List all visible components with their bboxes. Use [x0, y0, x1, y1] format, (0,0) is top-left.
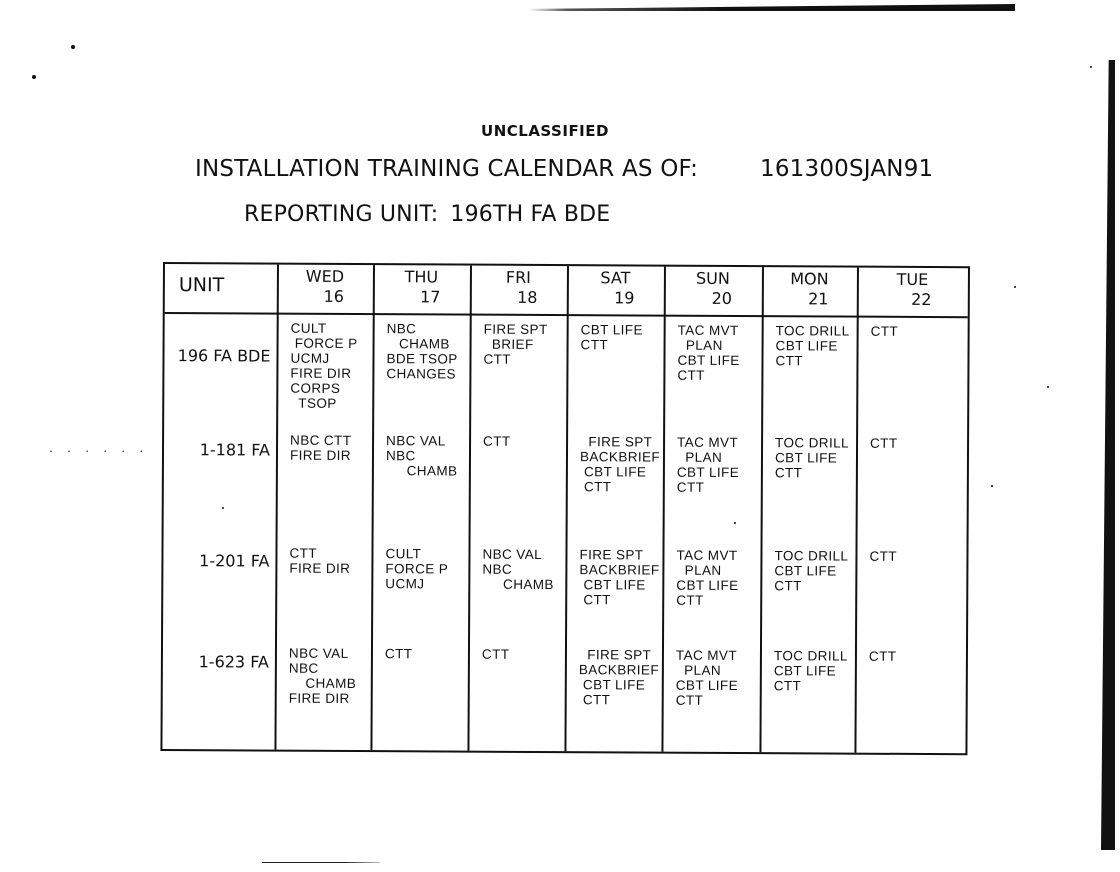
schedule-cell: CTT	[870, 435, 898, 451]
unit-row-label: 1-181 FA	[199, 440, 271, 460]
schedule-cell: CTT	[868, 648, 897, 664]
unit-row-label: 196 FA BDE	[177, 346, 271, 366]
schedule-cell: TAC MVT PLAN CBT LIFE CTT	[676, 547, 739, 608]
schedule-cell: TAC MVT PLAN CBT LIFE CTT	[677, 322, 740, 383]
scan-speck	[32, 75, 36, 79]
scan-speck	[1090, 66, 1092, 68]
day-name: SUN	[695, 268, 730, 288]
schedule-cell: CTT FIRE DIR	[289, 545, 351, 576]
day-column-header	[857, 268, 968, 317]
day-name: MON	[790, 269, 829, 289]
day-date: 20	[711, 288, 733, 308]
schedule-cell: TAC MVT PLAN CBT LIFE CTT	[676, 434, 740, 495]
scan-dashes: . . . . . .	[48, 444, 148, 455]
schedule-cell: CTT	[481, 646, 510, 662]
title-label: INSTALLATION TRAINING CALENDAR AS OF:	[195, 156, 699, 182]
day-column-header	[470, 266, 567, 315]
training-calendar-table	[160, 262, 970, 755]
schedule-cell: NBC VAL NBC CHAMB	[385, 433, 458, 479]
day-date: 22	[911, 289, 932, 310]
day-column-header	[762, 267, 857, 315]
scan-speck	[991, 485, 993, 487]
column-divider	[564, 266, 568, 751]
schedule-cell: CULT FORCE P UCMJ FIRE DIR CORPS TSOP	[290, 320, 358, 411]
schedule-cell: FIRE SPT BRIEF CTT	[483, 321, 548, 367]
scan-speck	[1014, 286, 1016, 288]
day-date: 21	[808, 289, 829, 309]
scan-speck	[1047, 386, 1049, 388]
scan-right-edge	[1101, 60, 1115, 850]
schedule-cell: NBC VAL NBC CHAMB FIRE DIR	[288, 645, 357, 706]
schedule-cell: NBC CTT FIRE DIR	[289, 432, 352, 463]
day-column-header	[664, 267, 762, 316]
unit-row-label: 1-201 FA	[199, 551, 270, 571]
schedule-cell: TOC DRILL CBT LIFE CTT	[775, 323, 850, 369]
day-column-header	[277, 265, 373, 314]
scan-speck	[71, 45, 75, 49]
schedule-cell: FIRE SPT BACKBRIEF CBT LIFE CTT	[579, 547, 660, 608]
schedule-cell: FIRE SPT BACKBRIEF CBT LIFE CTT	[579, 434, 661, 495]
day-column-header	[373, 265, 470, 314]
classification-marking: UNCLASSIFIED	[481, 122, 609, 140]
column-divider	[759, 267, 763, 752]
schedule-cell: NBC VAL NBC CHAMB	[482, 546, 554, 593]
day-column-header	[567, 266, 664, 315]
schedule-cell: TAC MVT PLAN CBT LIFE CTT	[675, 647, 739, 708]
column-divider	[370, 265, 374, 750]
day-date: 18	[517, 287, 538, 307]
column-divider	[467, 266, 471, 751]
scan-bottom-line	[262, 862, 380, 863]
schedule-cell: NBC CHAMB BDE TSOP CHANGES	[386, 321, 458, 382]
schedule-cell: CTT	[384, 646, 413, 662]
day-name: SAT	[600, 268, 631, 288]
day-name: FRI	[505, 267, 531, 287]
schedule-cell: FIRE SPT BACKBRIEF CBT LIFE CTT	[578, 647, 660, 708]
schedule-cell: CTT	[869, 548, 897, 564]
day-name: WED	[305, 266, 345, 286]
day-name: TUE	[896, 269, 929, 290]
column-divider	[274, 265, 278, 750]
column-divider	[854, 268, 858, 753]
reporting-unit-value: 196TH FA BDE	[450, 202, 611, 227]
page-title	[195, 156, 934, 182]
scan-top-bar	[528, 4, 1015, 11]
schedule-cell: TOC DRILL CBT LIFE CTT	[773, 648, 848, 694]
unit-row-label: 1-623 FA	[198, 652, 269, 672]
reporting-unit-line	[244, 202, 610, 227]
as-of-datetime: 161300SJAN91	[760, 156, 934, 182]
day-name: THU	[404, 267, 439, 287]
day-date: 19	[614, 288, 635, 308]
schedule-cell: TOC DRILL CBT LIFE CTT	[774, 435, 849, 481]
schedule-cell: TOC DRILL CBT LIFE CTT	[774, 548, 849, 594]
reporting-unit-label: REPORTING UNIT:	[244, 202, 439, 227]
schedule-cell: CTT	[870, 323, 899, 339]
schedule-cell: CTT	[483, 433, 511, 449]
day-date: 17	[420, 287, 441, 307]
column-divider	[661, 267, 665, 752]
day-date: 16	[323, 286, 345, 306]
schedule-cell: CBT LIFE CTT	[580, 322, 643, 353]
schedule-cell: CULT FORCE P UCMJ	[385, 546, 449, 592]
unit-column-header: UNIT	[178, 274, 225, 297]
